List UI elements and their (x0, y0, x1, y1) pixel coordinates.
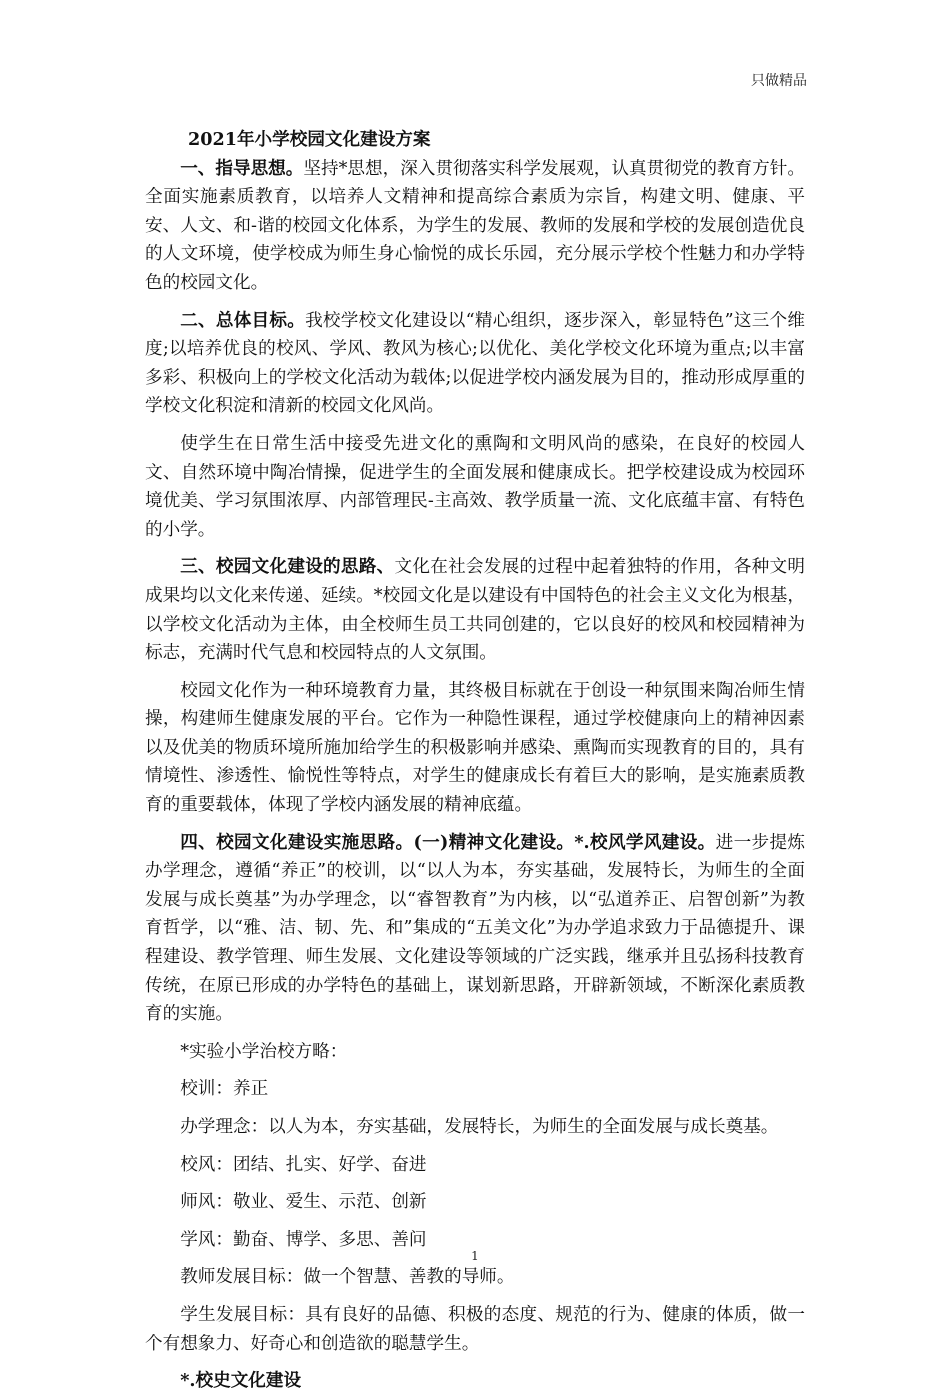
section-text: 使学生在日常生活中接受先进文化的熏陶和文明风尚的感染，在良好的校园人文、自然环境中陶冶情操，促进学生的全面发展和健康成长。把学校建设成为校园环境优美、学习氛围浓厚、内部管理民-主高效、教学质量一流、文化底蕴丰富、有特色的小学。 (145, 433, 805, 540)
header-note: 只做精品 (751, 73, 807, 89)
section-overall-goal (145, 307, 805, 421)
section-implementation (145, 829, 805, 1029)
section-text: 我校学校文化建设以“精心组织，逐步深入，彰显特色”这三个维度;以培养优良的校风、学风、教风为核心;以优化、美化学校文化环境为重点;以丰富多彩、积极向上的学校文化活动为载体;以促进学校内涵发展为目的，推动形成厚重的学校文化积淀和清新的校园文化风尚。 (145, 310, 805, 417)
paragraph-environmental-education (145, 677, 805, 820)
strategy-teacher-goal: 教师发展目标：做一个智慧、善教的导师。 (180, 1267, 515, 1288)
section-lead: 一、指导思想。 (180, 157, 304, 179)
strategy-school-spirit: 校风：团结、扎实、好学、奋进 (180, 1154, 427, 1175)
section-lead: 三、校园文化建设的思路、 (180, 556, 395, 578)
section-lead: 四、校园文化建设实施思路。(一)精神文化建设。*.校风学风建设。 (180, 831, 716, 853)
section-text: 校园文化作为一种环境教育力量，其终极目标就在于创设一种氛围来陶冶师生情操，构建师生健康发展的平台。它作为一种隐性课程，通过学校健康向上的精神因素以及优美的物质环境所施加给学生的积极影响并感染、熏陶而实现教育的目的，具有情境性、渗透性、愉悦性等特点，对学生的健康成长有着巨大的影响，是实施素质教育的重要载体，体现了学校内涵发展的精神底蕴。 (145, 680, 805, 816)
strategy-philosophy: 办学理念：以人为本，夯实基础，发展特长，为师生的全面发展与成长奠基。 (180, 1117, 779, 1137)
strategy-study-style: 学风：勤奋、博学、多思、善问 (180, 1229, 427, 1250)
strategy-heading: *实验小学治校方略： (180, 1041, 348, 1062)
strategy-motto: 校训：养正 (180, 1079, 269, 1100)
strategy-student-goal: 学生发展目标：具有良好的品德、积极的态度、规范的行为、健康的体质，做一个有想象力、好奇心和创造欲的聪慧学生。 (145, 1304, 805, 1354)
section-cultural-approach (145, 553, 805, 667)
page-number: 1 (471, 1249, 479, 1263)
next-section-heading: *.校史文化建设 (180, 1370, 302, 1392)
strategy-teacher-style: 师风：敬业、爱生、示范、创新 (180, 1192, 427, 1213)
section-guiding-ideology (145, 155, 805, 298)
section-text: 进一步提炼办学理念，遵循“养正”的校训，以“以人为本，夯实基础，发展特长，为师生的全面发展与成长奠基”为办学理念，以“睿智教育”为内核，以“弘道养正、启智创新”为教育哲学，以“雅、洁、韧、先、和”集成的“五美文化”为办学追求致力于品德提升、课程建设、教学管理、师生发展、文化建设等领域的广泛实践，继承并且弘扬科技教育传统，在原已形成的办学特色的基础上，谋划新思路，开辟新领域，不断深化素质教育的实施。 (145, 832, 805, 1025)
document-body (145, 126, 805, 1396)
section-lead: 二、总体目标。 (180, 309, 306, 331)
section-text: 文化在社会发展的过程中起着独特的作用，各种文明成果均以文化来传递、延续。*校园文化是以建设有中国特色的社会主义文化为根基，以学校文化活动为主体，由全校师生员工共同创建的，它以良好的校风和校园精神为标志，充满时代气息和校园特点的人文氛围。 (145, 557, 805, 664)
document-title: 2021年小学校园文化建设方案 (188, 129, 431, 150)
section-text: 坚持*思想，深入贯彻落实科学发展观，认真贯彻党的教育方针。全面实施素质教育，以培养人文精神和提高综合素质为宗旨，构建文明、健康、平安、人文、和-谐的校园文化体系，为学生的发展、教师的发展和学校的发展创造优良的人文环境，使学校成为师生身心愉悦的成长乐园，充分展示学校个性魅力和办学特色的校园文化。 (145, 158, 805, 293)
paragraph-student-development (145, 430, 805, 544)
